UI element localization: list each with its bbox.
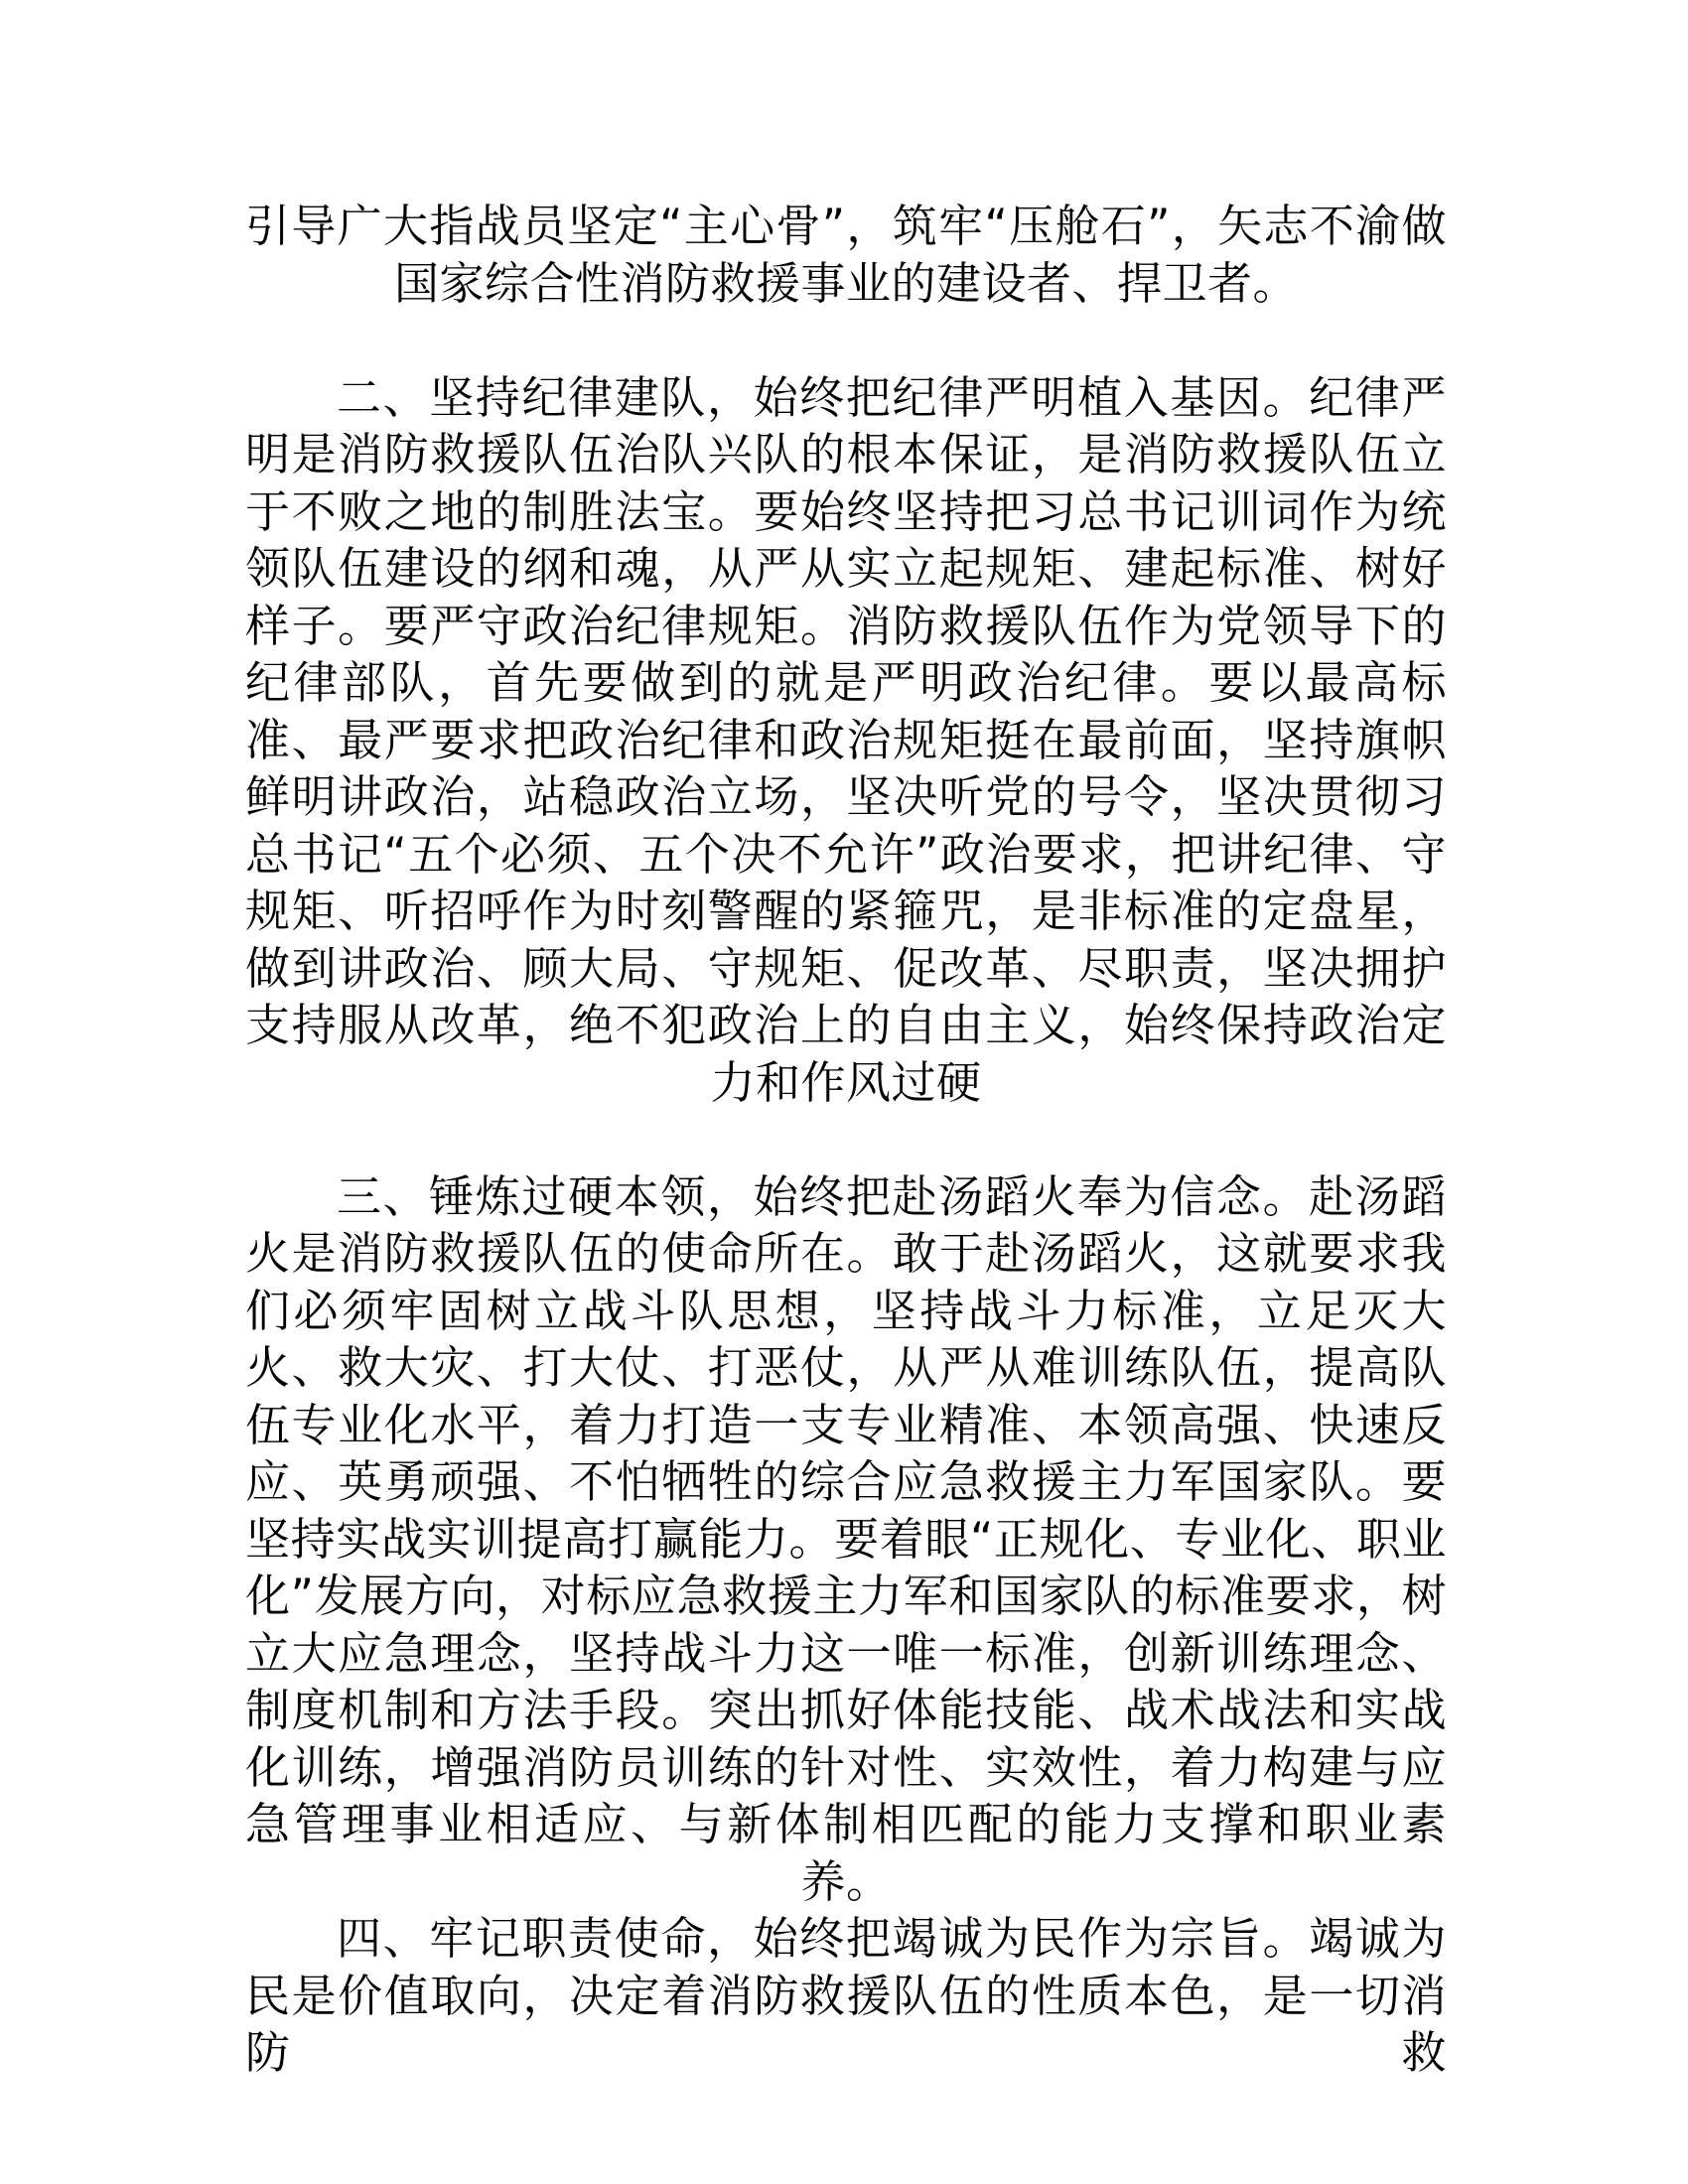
- document-page: [245, 198, 1447, 2082]
- paragraph-section-three: 三、锤炼过硬本领，始终把赴汤蹈火奉为信念。赴汤蹈火是消防救援队伍的使命所在。敢于赴汤蹈火，这就要求我们必须牢固树立战斗队思想，坚持战斗力标准，立足灭大火、救大灾、打大仗、打恶仗，从严从难训练队伍，提高队伍专业化水平，着力打造一支专业精准、本领高强、快速反应、英勇顽强、不怕牺牲的综合应急救援主力军国家队。要坚持实战实训提高打赢能力。要着眼“正规化、专业化、职业化”发展方向，对标应急救援主力军和国家队的标准要求，树立大应急理念，坚持战斗力这一唯一标准，创新训练理念、制度机制和方法手段。突出抓好体能技能、战术战法和实战化训练，增强消防员训练的针对性、实效性，着力构建与应急管理事业相适应、与新体制相匹配的能力支撑和职业素养。: [245, 1169, 1447, 1908]
- paragraph-section-two: 二、坚持纪律建队，始终把纪律严明植入基因。纪律严明是消防救援队伍治队兴队的根本保证，是消防救援队伍立于不败之地的制胜法宝。要始终坚持把习总书记训词作为统领队伍建设的纲和魂，从严从实立起规矩、建起标准、树好样子。要严守政治纪律规矩。消防救援队伍作为党领导下的纪律部队，首先要做到的就是严明政治纪律。要以最高标准、最严要求把政治纪律和政治规矩挺在最前面，坚持旗帜鲜明讲政治，站稳政治立场，坚决听党的号令，坚决贯彻习总书记“五个必须、五个决不允许”政治要求，把讲纪律、守规矩、听招呼作为时刻警醒的紧箍咒，是非标准的定盘星，做到讲政治、顾大局、守规矩、促改革、尽职责，坚决拥护支持服从改革，绝不犯政治上的自由主义，始终保持政治定力和作风过硬: [245, 370, 1447, 1109]
- paragraph-spacer: [245, 312, 1447, 369]
- paragraph-continuation: 引导广大指战员坚定“主心骨”，筑牢“压舱石”，矢志不渝做国家综合性消防救援事业的建设者、捍卫者。: [245, 200, 1447, 310]
- paragraph-spacer: [245, 1111, 1447, 1168]
- paragraph-section-four: 四、牢记职责使命，始终把竭诚为民作为宗旨。竭诚为民是价值取向，决定着消防救援队伍的性质本色，是一切消防救: [245, 1912, 1447, 2079]
